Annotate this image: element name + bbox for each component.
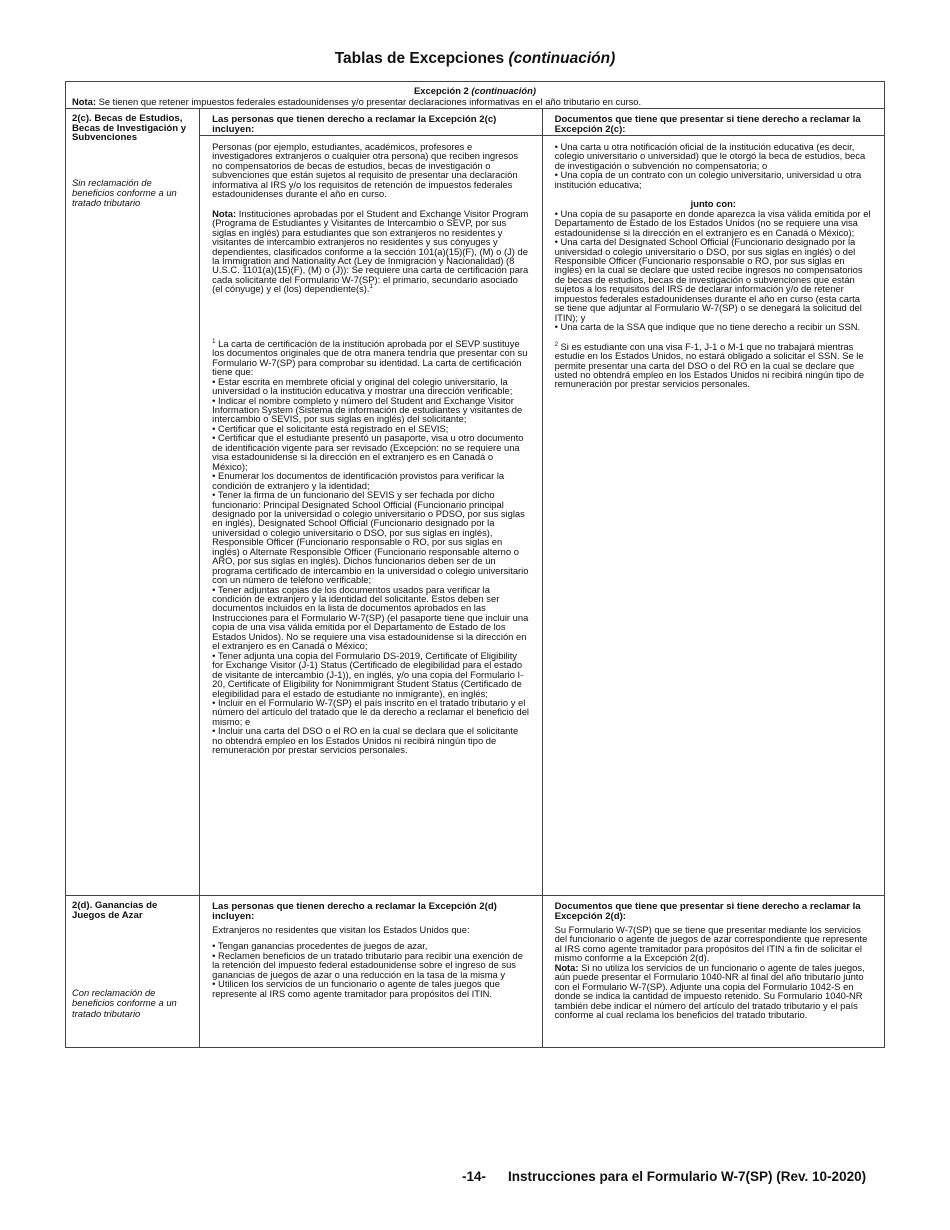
section-2c-col2: Las personas que tienen derecho a reclamar la Excepción 2(c) incluyen: Personas (por ejemplo, estudiantes, académicos, profesores e investigadores extranjeros o cualquier otra persona) que reciben ingresos no compensatorios de becas de estudios, becas de investigación o subvenciones que están sujetos al requisito de presentar una declaración informativa al IRS y/o los requisitos de retención de impuestos federales estadounidenses durante el año en curso. Nota: Instituciones aprobadas por el Student and Exchange Visitor Program (Programa de Estudiantes y Visitantes de Intercambio o SEVP, por sus siglas en inglés) para estudiantes que son extranjeros no residentes y visitantes de intercambio extranjeros no residentes y sus cónyuges y dependientes, clasificados conforme a la sección 101(a)(15)(F), (M) o (J) de la Immigration and Nationality Act (Ley de Inmigración y Nacionalidad) (8 U.S.C. 1101(a)(15)(F), (M) o (J)): Se requiere una carta de certificación para cada solicitante del Formulario W-7(SP): el primario, secundario asociado (el cónyuge) y el (los) dependiente(s).$^1$ $^1$ La carta de certificación de la institución aprobada por el SEVP sustituye los documentos originales que de otra manera tendría que presentar con su Formulario W-7(SP) para comprobar su identidad. La carta de certificación tiene que: • Estar escrita en membrete oficial y original del colegio universitario, la universidad o la institución educativa y mostrar una dirección verificable; • Indicar el nombre completo y número del Student and Exchange Visitor Information System (Sistema de información de estudiantes y visitantes de intercambio o SEVIS, por sus siglas en inglés) del solicitante; • Certificar que el solicitante está registrado en el SEVIS; • Certificar que el estudiante presentó un pasaporte, visa u otro documento de identificación vigente para ser revisado (Excepción: no se requiere una visa estadounidense si la dirección en el extranjero es en Canadá o México); • Enumerar los documentos de identificación provistos para verificar la condición de extranjero y la identidad; • Tener la firma de un funcionario del SEVIS y ser fechada por dicho funcionario: Principal Designated School Official (Funcionario principal designado por la universidad o colegio universitario o PDSO, por sus siglas en inglés), Designated School Official (Funcionario designado por la universidad o colegio universitario o DSO, por sus siglas en inglés), Responsible Officer (Funcionario responsable o RO, por sus siglas en inglés) o Alternate Responsible Officer (Funcionario responsable alterno o ARO, por sus siglas en inglés). Dichos funcionarios deben ser de un programa certificado de intercambio en la universidad o colegio universitario con un número de teléfono verificable; • Tener adjuntas copias de los documentos usados para verificar la condición de extranjero y la identidad del solicitante. Estos deben ser documentos incluidos en la lista de documentos aprobados en las Instrucciones para el Formulario W-7(SP) (el pasaporte tiene que incluir una copia de una visa válida emitida por el Departamento de Estado de los Estados Unidos). No se requiere una visa estadounidense si la dirección en el extranjero es en Canadá o México; • Tener adjunta una copia del Formulario DS-2019, Certificate of Eligibility for Exchange Visitor (J-1) Status (Certificado de elegibilidad para el estado de visitante de intercambio (J-1)), en inglés, y/o una copia del Formulario I-20, Certificate of Eligibility for Nonimmigrant Student Status (Certificado de elegibilidad para el estado de estudiante no inmigrante), en inglés; • Incluir en el Formulario W-7(SP) el país inscrito en el tratado tributario y el número del artículo del tratado que le da derecho a reclamar el beneficio del mismo; e • Incluir una carta del DSO o el RO en la cual se declara que el solicitante no obtendrá empleo en los Estados Unidos ni recibirá ningún tipo de remuneración por prestar servicios personales.	[200, 109, 542, 896]
list-item: • Utilicen los servicios de un funcionario o agente de tales juegos que represente al IRS como agente tramitador para propósitos del ITIN.	[212, 978, 500, 999]
list-item: • Una carta del Designated School Official (Funcionario designado por la universidad o colegio universitario o DSO, por sus siglas en inglés) o del Responsible Officer (Funcionario responsable o RO, por sus siglas en inglés) en la cual se declare que usted recibe ingresos no compensatorios de becas de estudios, becas de investigación o subvenciones que están sujetos a los requisitos del IRS de declarar información y/o de retener impuestos federales estadounidenses durante el año en curso (esta carta se tiene que adjuntar al Formulario W-7(SP) o se denegará la solicitud del ITIN); y	[554, 236, 863, 323]
document-title: Instrucciones para el Formulario W-7(SP) (Rev. 10-2020)	[508, 1169, 867, 1184]
list-item: • Tengan ganancias procedentes de juegos de azar,	[212, 940, 428, 952]
list-item: • Tener adjunta una copia del Formulario DS-2019, Certificate of Eligibility for Exchange Visitor (J-1) Status (Certificado de elegibilidad para el estado de visitante de intercambio (J-1)), en inglés, y/o una copia del Formulario I-20, Certificate of Eligibility for Nonimmigrant Student Status (Certificado de elegibilidad para el estado de estudiante no inmigrante), en inglés;	[212, 649, 524, 699]
exceptions-table	[65, 81, 885, 1048]
section-2d-label: 2(d). Ganancias de Juegos de Azar	[72, 900, 158, 921]
section-2d-col2: Las personas que tienen derecho a reclamar la Excepción 2(d) incluyen: Extranjeros no residentes que visitan los Estados Unidos que: • Tengan ganancias procedentes de juegos de azar, • Reclamen beneficios de un tratado tributario para recibir una exención de la retención del impuesto federal estadounidense sobre el ingreso de sus ganancias de juegos de azar o una reducción en la tasa de la misma y • Utilicen los servicios de un funcionario o agente de tales juegos que represente al IRS como agente tramitador para propósitos del ITIN.	[200, 896, 542, 1048]
section-2d-col3: Documentos que tiene que presentar si tiene derecho a reclamar la Excepción 2(d): Su Formulario W-7(SP) que se tiene que presentar mediante los servicios del funcionario o agente de juegos de azar correspondiente que represente al IRS como agente tramitador para propósitos del ITIN a fin de solicitar el mismo conforme a la Excepción 2(d). Nota: Si no utiliza los servicios de un funcionario o agente de tales juegos, aún puede presentar el Formulario 1040-NR al final del año tributario junto con el Formulario W-7(SP). Adjunte una copia del Formulario 1042-S en donde se indica la cantidad de impuesto retenido. Su Formulario 1040-NR también debe indicar el número del artículo del tratado tributario y el país conforme al cual reclama los beneficios del tratado tributario.	[542, 896, 884, 1048]
list-item: • Certificar que el estudiante presentó un pasaporte, visa u otro documento de identificación vigente para ser revisado (Excepción: no se requiere una visa estadounidense si la dirección en el extranjero es en Canadá o México);	[212, 432, 524, 472]
exception-note: Nota: Se tienen que retener impuestos federales estadounidenses y/o presentar declaraciones informativas en el año tributario en curso.	[72, 95, 642, 107]
list-item: • Certificar que el solicitante está registrado en el SEVIS;	[212, 422, 449, 434]
list-item: • Incluir en el Formulario W-7(SP) el país inscrito en el tratado tributario y el número del artículo del tratado que le da derecho a reclamar el beneficio del mismo; e	[212, 697, 530, 727]
section-2c-col3: Documentos que tiene que presentar si tiene derecho a reclamar la Excepción 2(c): • Una carta u otra notificación oficial de la institución educativa (es decir, colegio universitario o universidad) que le otorgó la beca de estudios, beca de investigación o subvención no compensatoria; o • Una copia de un contrato con un colegio universitario, universidad u otra institución educativa; junto con: • Una copia de su pasaporte en donde aparezca la visa válida emitida por el Departamento de Estado de los Estados Unidos (no se requiere una visa estadounidense si la dirección en el extranjero es en Canadá o México); • Una carta del Designated School Official (Funcionario designado por la universidad o colegio universitario o DSO, por sus siglas en inglés) o del Responsible Officer (Funcionario responsable o RO, por sus siglas en inglés) en la cual se declare que usted recibe ingresos no compensatorios de becas de estudios, becas de investigación o subvenciones que están sujetos a los requisitos del IRS de declarar información y/o de retener impuestos federales estadounidenses durante el año en curso (esta carta se tiene que adjuntar al Formulario W-7(SP) o se denegará la solicitud del ITIN); y • Una carta de la SSA que indique que no tiene derecho a recibir un SSN. $^2$ Si es estudiante con una visa F-1, J-1 o M-1 que no trabajará mientras estudie en los Estados Unidos, no estará obligado a solicitar el SSN. Se le permite presentar una carta del DSO o del RO en la cual se declare que usted no obtendrá empleo en los Estados Unidos ni recibirá ningún tipo de remuneración por prestar servicios personales.	[542, 109, 884, 896]
list-item: • Una copia de su pasaporte en donde aparezca la visa válida emitida por el Departamento de Estado de los Estados Unidos (no se requiere una visa estadounidense si la dirección en el extranjero es en Canadá o México);	[554, 207, 871, 238]
list-item: • Tener la firma de un funcionario del SEVIS y ser fechada por dicho funcionario: Principal Designated School Official (Funcionario principal designado por la universidad o colegio universitario o PDSO, por sus siglas en inglés), Designated School Official (Funcionario designado por la universidad o colegio universitario o DSO, por sus siglas en inglés), Responsible Officer (Funcionario responsable o RO, por sus siglas en inglés) o Alternate Responsible Officer (Funcionario responsable alterno o ARO, por sus siglas en inglés). Dichos funcionarios deben ser de un programa certificado de intercambio en la universidad o colegio universitario con un número de teléfono verificable;	[212, 489, 529, 586]
list-item: • Tener adjuntas copias de los documentos usados para verificar la condición de extranjero y la identidad del solicitante. Estos deben ser documentos incluidos en la lista de documentos aprobados en las Instrucciones para el Formulario W-7(SP) (el pasaporte tiene que incluir una copia de una visa válida emitida por el Departamento de Estado de los Estados Unidos). No se requiere una visa estadounidense si la dirección en el extranjero es en Canadá o México;	[212, 583, 529, 652]
list-item: • Incluir una carta del DSO o el RO en la cual se declara que el solicitante no obtendrá empleo en los Estados Unidos ni recibirá ningún tipo de remuneración por prestar servicios personales.	[212, 725, 519, 756]
section-2d-col3-head: Documentos que tiene que presentar si tiene derecho a reclamar la Excepción 2(d):	[554, 901, 861, 922]
exception-header: Excepción 2 (continuación) Nota: Se tienen que retener impuestos federales estadounidenses y/o presentar declaraciones informativas en el año tributario en curso.	[66, 82, 885, 109]
list-item: • Una copia de un contrato con un colegio universitario, universidad u otra institución educativa;	[554, 169, 862, 190]
list-item: • Una carta u otra notificación oficial de la institución educativa (es decir, colegio universitario o universidad) que le otorgó la beca de estudios, beca de investigación o subvención no compensatoria; o	[554, 141, 866, 171]
junto-con: junto con:	[690, 198, 736, 210]
section-2c-label-cell	[66, 109, 200, 896]
list-item: • Una carta de la SSA que indique que no tiene derecho a recibir un SSN.	[554, 321, 861, 333]
page-title: Tablas de Excepciones (continuación)	[334, 50, 616, 67]
section-2d-label-cell	[66, 896, 200, 1048]
list-item: • Reclamen beneficios de un tratado tributario para recibir una exención de la retención del impuesto federal estadounidense sobre el ingreso de sus ganancias de juegos de azar o una reducción en la tasa de la misma y	[212, 949, 523, 980]
page-number: -14-	[462, 1169, 487, 1184]
section-2c-label: 2(c). Becas de Estudios, Becas de Investigación y Subvenciones	[72, 113, 187, 144]
section-2c-col2-head: Las personas que tienen derecho a reclamar la Excepción 2(c) incluyen:	[200, 109, 541, 136]
section-2d-col2-head: Las personas que tienen derecho a reclamar la Excepción 2(d) incluyen:	[212, 901, 497, 922]
list-item: • Enumerar los documentos de identificación provistos para verificar la condición de extranjero y la identidad;	[212, 470, 505, 491]
list-item: • Indicar el nombre completo y número del Student and Exchange Visitor Information System (Sistema de información de estudiantes y visitantes de intercambio o SEVIS, por sus siglas en inglés) del solicitante;	[212, 394, 523, 425]
section-2c-col3-head: Documentos que tiene que presentar si tiene derecho a reclamar la Excepción 2(c):	[543, 109, 884, 136]
section-2c-sub: Sin reclamación de beneficios conforme a un tratado tributario	[72, 176, 177, 209]
list-item: • Estar escrita en membrete oficial y original del colegio universitario, la universidad o la institución educativa y mostrar una dirección verificable;	[212, 375, 513, 397]
section-2d-sub: Con reclamación de beneficios conforme a un tratado tributario	[72, 987, 177, 1019]
